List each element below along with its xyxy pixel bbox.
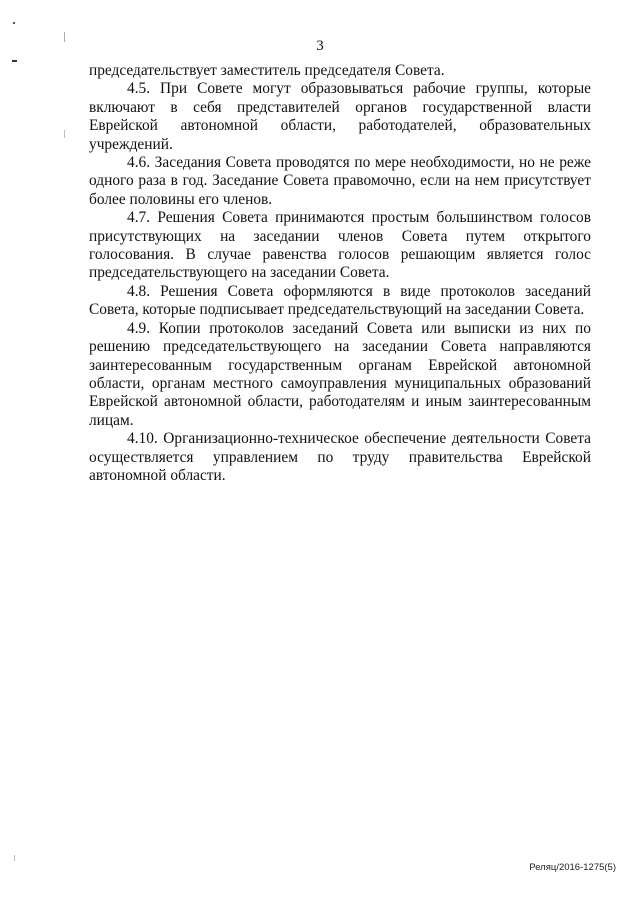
scan-artifact — [64, 130, 65, 138]
paragraph-4-7: 4.7. Решения Совета принимаются простым большинством голосов присутствующих на заседании членов Совета путем открытого голосования. В случае равенства голосов решающим является голос — [89, 209, 591, 264]
paragraph-4-5: 4.5. При Совете могут образовываться рабочие группы, которые включают в себя представителей органов государственной власти Еврейской автономной области, работодателей, образовательных учреждений. — [89, 80, 591, 153]
paragraph-4-10: 4.10. Организационно-техническое обеспечение деятельности Совета осуществляется управлением по труду правительства Еврейской автономной области. — [89, 430, 591, 484]
paragraph-4-6: 4.6. Заседания Совета проводятся по мере необходимости, но не реже одного раза в год. Заседание Совета правомочно, если на нем присутствует более половины его членов. — [89, 154, 591, 208]
paragraph-4-8: 4.8. Решения Совета оформляются в виде протоколов заседаний Совета, которые подписывает председательствующий на заседании Совета. — [89, 282, 591, 319]
paragraph-intro: председательствует заместитель председателя Совета. — [89, 62, 445, 79]
scan-artifact — [13, 22, 15, 24]
document-body — [89, 62, 591, 485]
paragraph-4-7-tail: председательствующего на заседании Совета. — [89, 264, 390, 282]
page-number: 3 — [316, 38, 324, 54]
paragraph-4-9: 4.9. Копии протоколов заседаний Совета или выписки из них по решению председательствующего на заседании Совета направляются заинтересованным государственным органам Еврейской автономной области, органам местного самоуправления муниципальных образований Еврейской автономной области, работодателям и иным заинтересованным лицам. — [89, 319, 591, 429]
scan-artifact — [14, 855, 15, 861]
document-code: Реляц/2016-1275(5) — [529, 862, 616, 873]
scan-artifact — [12, 60, 17, 62]
